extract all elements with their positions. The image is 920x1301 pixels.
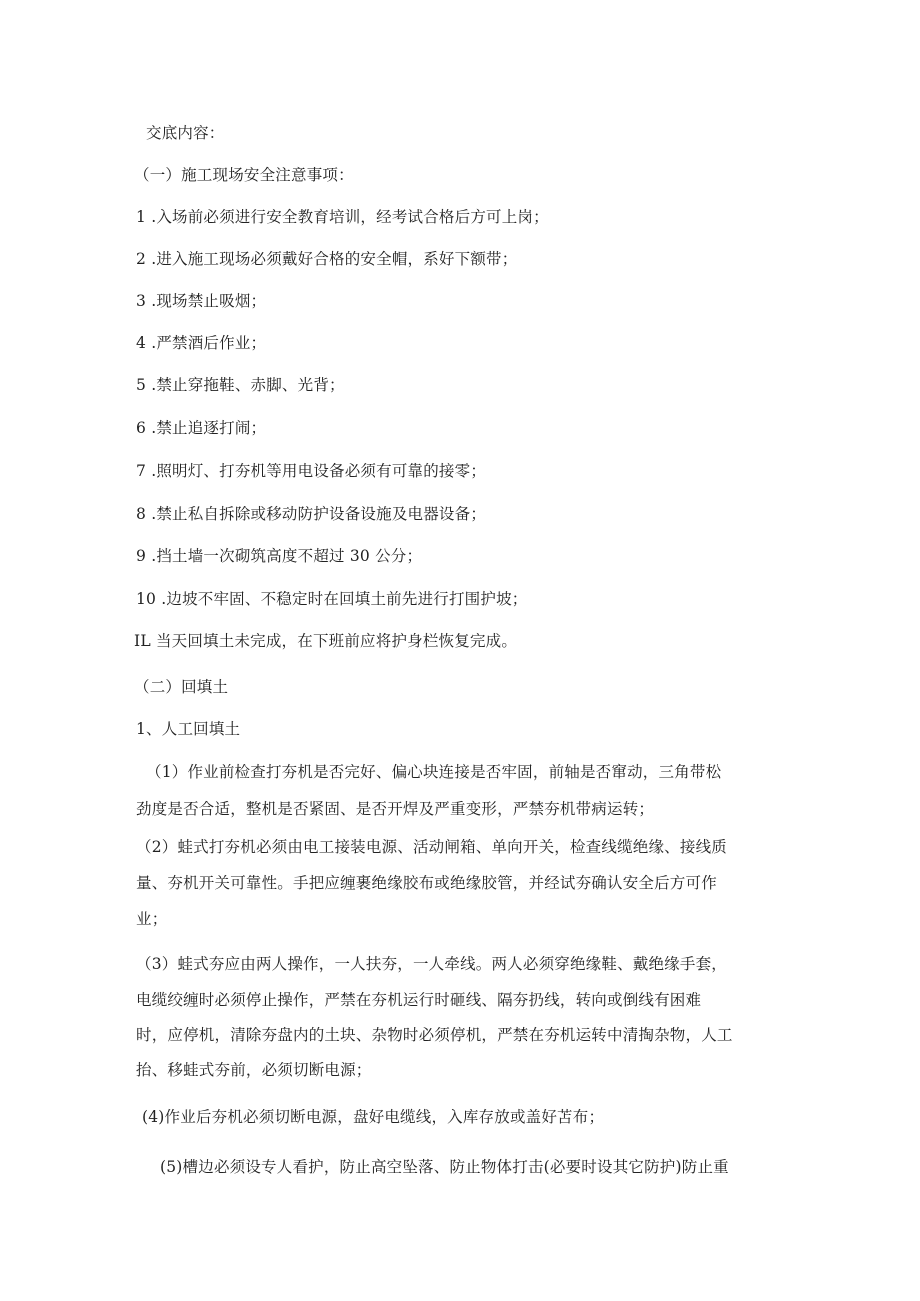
list-item: 6 .禁止追逐打闹； <box>136 419 267 437</box>
section-title-backfill: （二）回填土 <box>134 678 229 696</box>
paragraph-line: （3）蛙式夯应由两人操作，一人扶夯，一人牵线。两人必须穿绝缘鞋、戴绝缘手套， <box>136 955 727 973</box>
list-item: 5 .禁止穿拖鞋、赤脚、光背； <box>136 376 345 394</box>
paragraph-line: （2）蛙式打夯机必须由电工接装电源、活动闸箱、单向开关，检查线缆绝缘、接线质 <box>136 838 727 856</box>
paragraph-line: 量、夯机开关可靠性。手把应缠裹绝缘胶布或绝缘胶管，并经试夯确认安全后方可作 <box>136 874 717 892</box>
list-item: 10 .边坡不牢固、不稳定时在回填土前先进行打围护坡； <box>136 590 528 608</box>
list-item: 8 .禁止私自拆除或移动防护设备设施及电器设备； <box>136 505 487 523</box>
paragraph-line: （1）作业前检查打夯机是否完好、偏心块连接是否牢固，前轴是否窜动，三角带松 <box>146 763 722 781</box>
list-item: 9 .挡土墙一次砌筑高度不超过 30 公分； <box>136 547 423 565</box>
list-item: 2 .进入施工现场必须戴好合格的安全帽，系好下额带； <box>136 250 518 268</box>
paragraph-line: 业； <box>136 910 168 928</box>
paragraph-line: (4)作业后夯机必须切断电源，盘好电缆线，入库存放或盖好苫布； <box>142 1108 605 1126</box>
section-title-safety: （一）施工现场安全注意事项： <box>134 166 354 184</box>
paragraph-line: (5)槽边必须设专人看护，防止高空坠落、防止物体打击(必要时设其它防护)防止重 <box>160 1158 729 1176</box>
paragraph-line: 时，应停机，清除夯盘内的土块、杂物时必须停机，严禁在夯机运转中清掏杂物，人工 <box>136 1026 733 1044</box>
document-heading: 交底内容： <box>146 124 225 142</box>
list-item: 3 .现场禁止吸烟； <box>136 292 267 310</box>
list-item: IL 当天回填土未完成，在下班前应将护身栏恢复完成。 <box>134 632 518 650</box>
paragraph-line: 抬、移蛙式夯前，必须切断电源； <box>136 1061 372 1079</box>
paragraph-line: 劲度是否合适，整机是否紧固、是否开焊及严重变形，严禁夯机带病运转； <box>136 800 655 818</box>
list-item: 4 .严禁酒后作业； <box>136 334 267 352</box>
list-item: 1 .入场前必须进行安全教育培训，经考试合格后方可上岗； <box>136 208 549 226</box>
list-item: 7 .照明灯、打夯机等用电设备必须有可靠的接零； <box>136 462 487 480</box>
subsection-title-manual-backfill: 1、人工回填土 <box>136 720 241 738</box>
paragraph-line: 电缆绞缠时必须停止操作，严禁在夯机运行时砸线、隔夯扔线，转向或倒线有困难 <box>136 991 702 1009</box>
